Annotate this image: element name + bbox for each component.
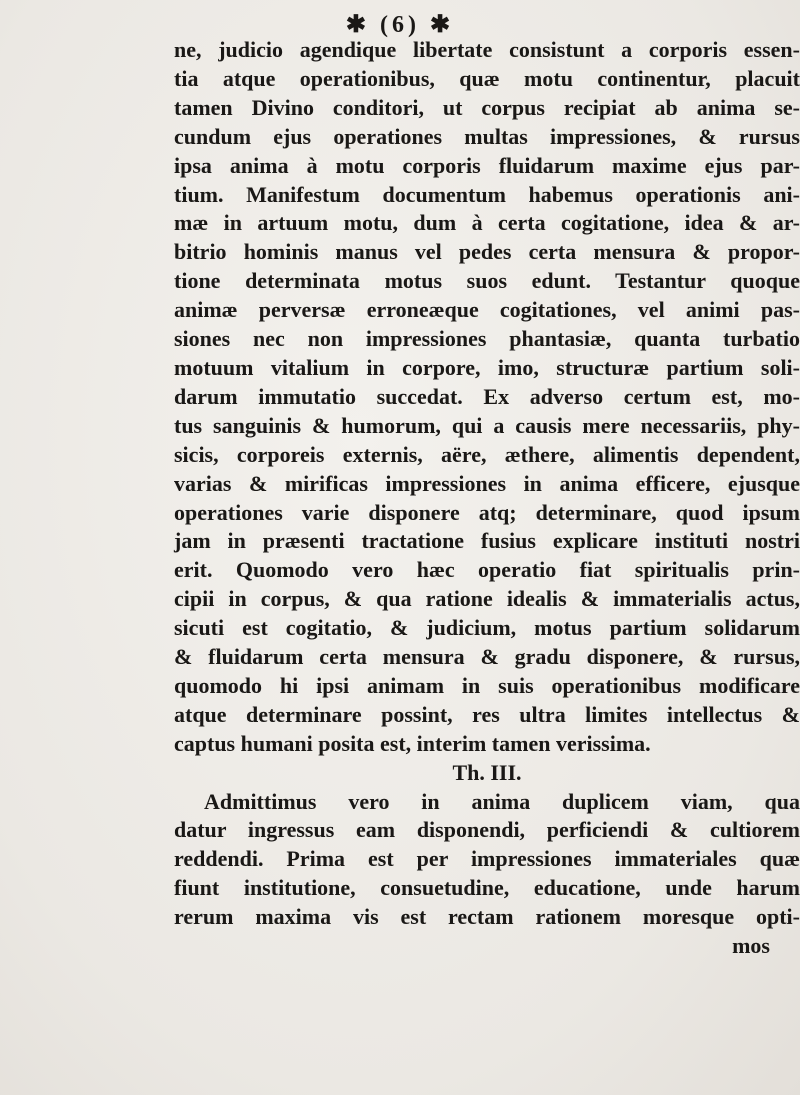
text-line: & fluidarum certa mensura & gradu disponere, & rursus, xyxy=(174,644,800,670)
text-line: erit. Quomodo vero hæc operatio fiat spiritualis prin- xyxy=(174,557,800,583)
text-line: tia atque operationibus, quæ motu continentur, placuit xyxy=(174,65,800,91)
text-line: tamen Divino conditori, ut corpus recipiat ab anima se- xyxy=(174,94,800,120)
text-line: darum immutatio succedat. Ex adverso certum est, mo- xyxy=(174,383,800,409)
text-line: varias & mirificas impressiones in anima efficere, ejusque xyxy=(174,470,800,496)
text-line: cundum ejus operationes multas impressiones, & rursus xyxy=(174,123,800,149)
text-line: ipsa anima à motu corporis fluidarum maxime ejus par- xyxy=(174,152,800,178)
text-line: animæ perversæ erroneæque cogitationes, vel animi pas- xyxy=(174,297,800,323)
text-line: operationes varie disponere atq; determinare, quod ipsum xyxy=(174,499,800,525)
text-line: tione determinata motus suos edunt. Testantur quoque xyxy=(174,268,800,294)
text-line: siones nec non impressiones phantasiæ, quanta turbatio xyxy=(174,326,800,352)
text-line: cipii in corpus, & qua ratione idealis & immaterialis actus, xyxy=(174,586,800,612)
text-line: mæ in artuum motu, dum à certa cogitatione, idea & ar- xyxy=(174,210,800,236)
body-text xyxy=(174,36,800,961)
text-line: datur ingressus eam disponendi, perficiendi & cultiorem xyxy=(174,817,800,843)
text-line: sicis, corporeis externis, aëre, æthere, alimentis dependent, xyxy=(174,441,800,467)
text-line: fiunt institutione, consuetudine, educatione, unde harum xyxy=(174,875,800,901)
text-line: Admittimus vero in anima duplicem viam, qua xyxy=(204,788,800,814)
text-line: reddendi. Prima est per impressiones immateriales quæ xyxy=(174,846,800,872)
catchword: mos xyxy=(732,933,770,959)
text-line: motuum vitalium in corpore, imo, structuræ partium soli- xyxy=(174,354,800,380)
text-line: tium. Manifestum documentum habemus operationis ani- xyxy=(174,181,800,207)
text-line: rerum maxima vis est rectam rationem moresque opti- xyxy=(174,904,800,930)
text-line: quomodo hi ipsi animam in suis operationibus modificare xyxy=(174,672,800,698)
text-line: atque determinare possint, res ultra limites intellectus & xyxy=(174,701,800,727)
text-line: sicuti est cogitatio, & judicium, motus partium solidarum xyxy=(174,615,800,641)
text-line: jam in præsenti tractatione fusius explicare instituti nostri xyxy=(174,528,800,554)
text-line: bitrio hominis manus vel pedes certa mensura & propor- xyxy=(174,239,800,265)
text-line: captus humani posita est, interim tamen verissima. xyxy=(174,730,651,756)
section-heading: Th. III. xyxy=(452,759,522,785)
page-header: ✱ (6) ✱ xyxy=(345,12,455,38)
text-line: ne, judicio agendique libertate consistunt a corporis essen- xyxy=(174,37,800,62)
text-line: tus sanguinis & humorum, qui a causis mere necessariis, phy- xyxy=(174,412,800,438)
